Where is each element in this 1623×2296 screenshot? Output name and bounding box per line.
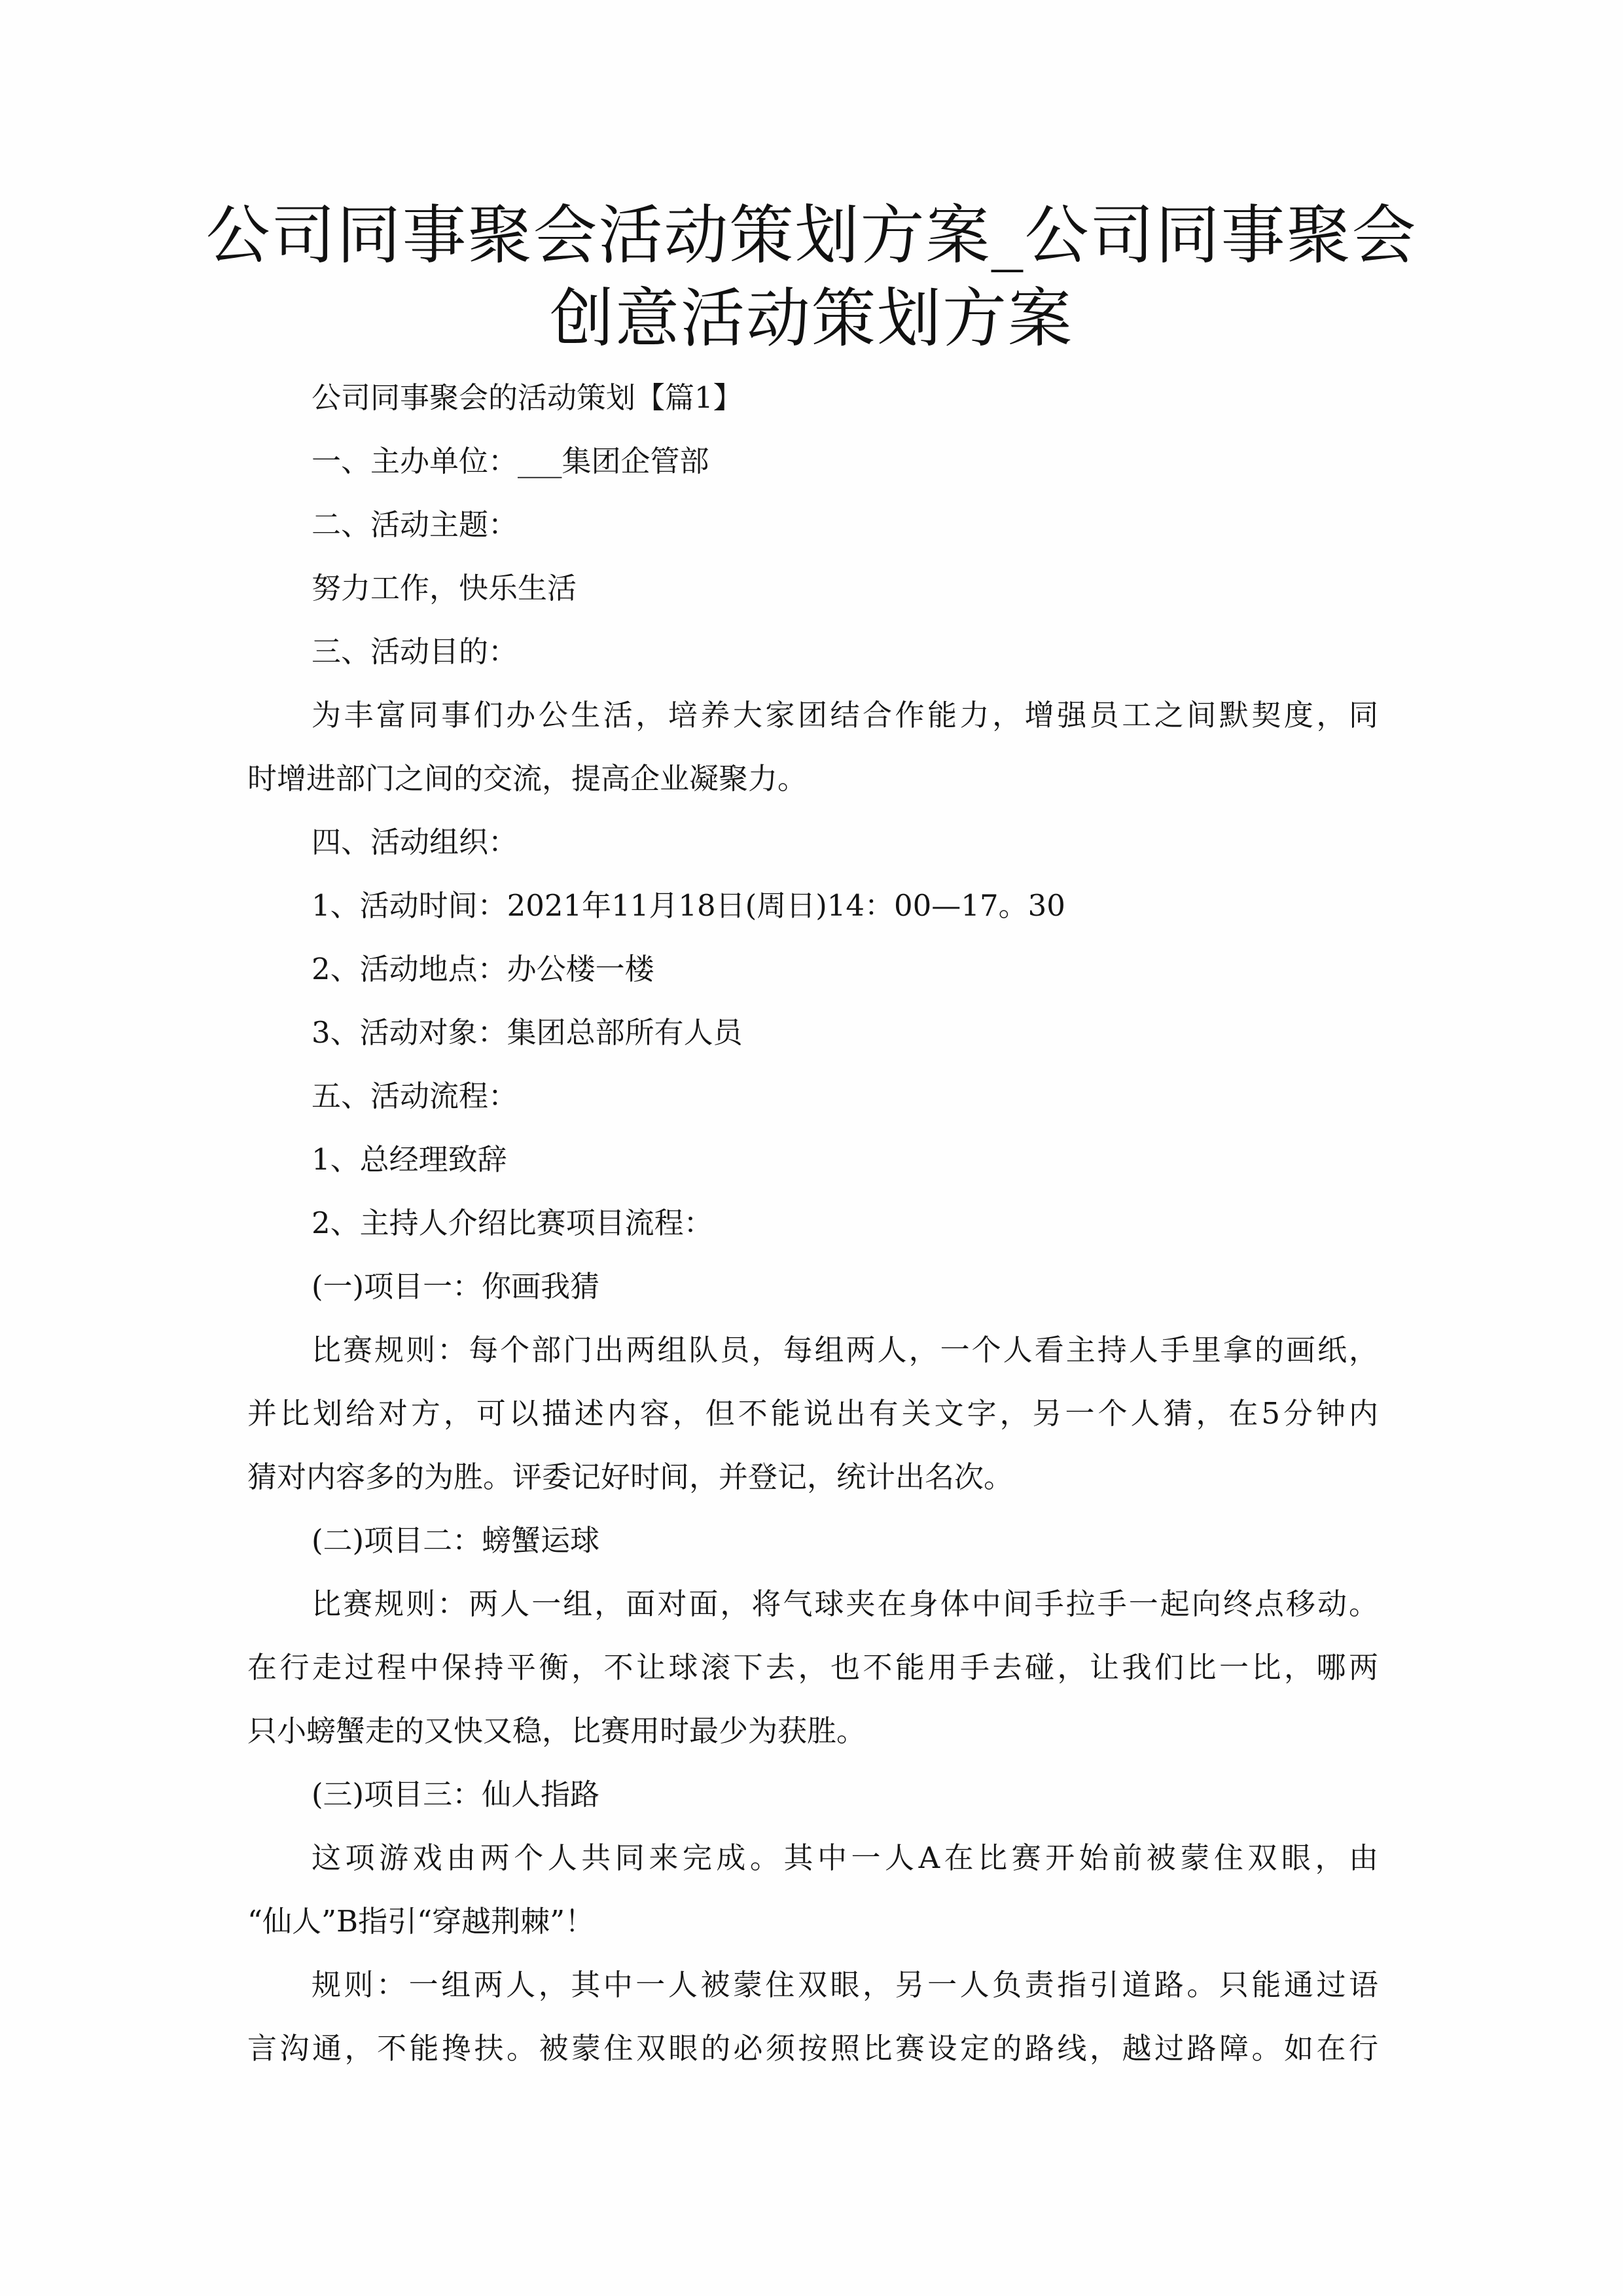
game-3-heading: (三)项目三：仙人指路: [312, 1777, 600, 1812]
purpose-paragraph-line-2: 时增进部门之间的交流，提高企业凝聚力。: [247, 761, 808, 796]
organizer-line: 一、主办单位：___集团企管部: [312, 444, 709, 478]
game-1-rules-line-1: 比赛规则：每个部门出两组队员，每组两人，一个人看主持人手里拿的画纸，: [312, 1333, 1378, 1367]
activity-location: 2、活动地点：办公楼一楼: [312, 952, 654, 986]
theme-heading: 二、活动主题：: [312, 507, 518, 542]
game-3-intro-line-2: “仙人”B指引“穿越荆棘”！: [247, 1904, 595, 1939]
activity-time: 1、活动时间：2021年11月18日(周日)14：00—17。30: [312, 888, 1065, 923]
document-title-line-2: 创意活动策划方案: [549, 281, 1073, 356]
game-3-rules-line-1: 规则：一组两人，其中一人被蒙住双眼，另一人负责指引道路。只能通过语: [312, 1967, 1378, 2002]
activity-participants: 3、活动对象：集团总部所有人员: [312, 1015, 743, 1050]
document-title-line-1: 公司同事聚会活动策划方案_公司同事聚会: [205, 198, 1418, 273]
game-1-heading: (一)项目一：你画我猜: [312, 1269, 600, 1304]
section-subtitle: 公司同事聚会的活动策划【篇1】: [312, 380, 743, 415]
process-heading: 五、活动流程：: [312, 1079, 518, 1113]
game-1-rules-line-3: 猜对内容多的为胜。评委记好时间，并登记，统计出名次。: [247, 1460, 1014, 1494]
theme-text: 努力工作，快乐生活: [312, 571, 577, 605]
purpose-heading: 三、活动目的：: [312, 634, 518, 669]
game-3-rules-line-2: 言沟通，不能搀扶。被蒙住双眼的必须按照比赛设定的路线，越过路障。如在行: [247, 2031, 1378, 2066]
process-step-1: 1、总经理致辞: [312, 1142, 507, 1177]
game-1-rules-line-2: 并比划给对方，可以描述内容，但不能说出有关文字，另一个人猜，在5分钟内: [247, 1396, 1378, 1431]
game-3-intro-line-1: 这项游戏由两个人共同来完成。其中一人A在比赛开始前被蒙住双眼，由: [312, 1840, 1378, 1875]
purpose-paragraph-line-1: 为丰富同事们办公生活，培养大家团结合作能力，增强员工之间默契度，同: [312, 698, 1378, 732]
game-2-rules-line-1: 比赛规则：两人一组，面对面，将气球夹在身体中间手拉手一起向终点移动。: [312, 1587, 1378, 1621]
game-2-rules-line-2: 在行走过程中保持平衡，不让球滚下去，也不能用手去碰，让我们比一比，哪两: [247, 1650, 1378, 1685]
process-step-2: 2、主持人介绍比赛项目流程：: [312, 1206, 713, 1240]
organization-heading: 四、活动组织：: [312, 825, 518, 859]
game-2-heading: (二)项目二：螃蟹运球: [312, 1523, 600, 1558]
game-2-rules-line-3: 只小螃蟹走的又快又稳，比赛用时最少为获胜。: [247, 1713, 866, 1748]
